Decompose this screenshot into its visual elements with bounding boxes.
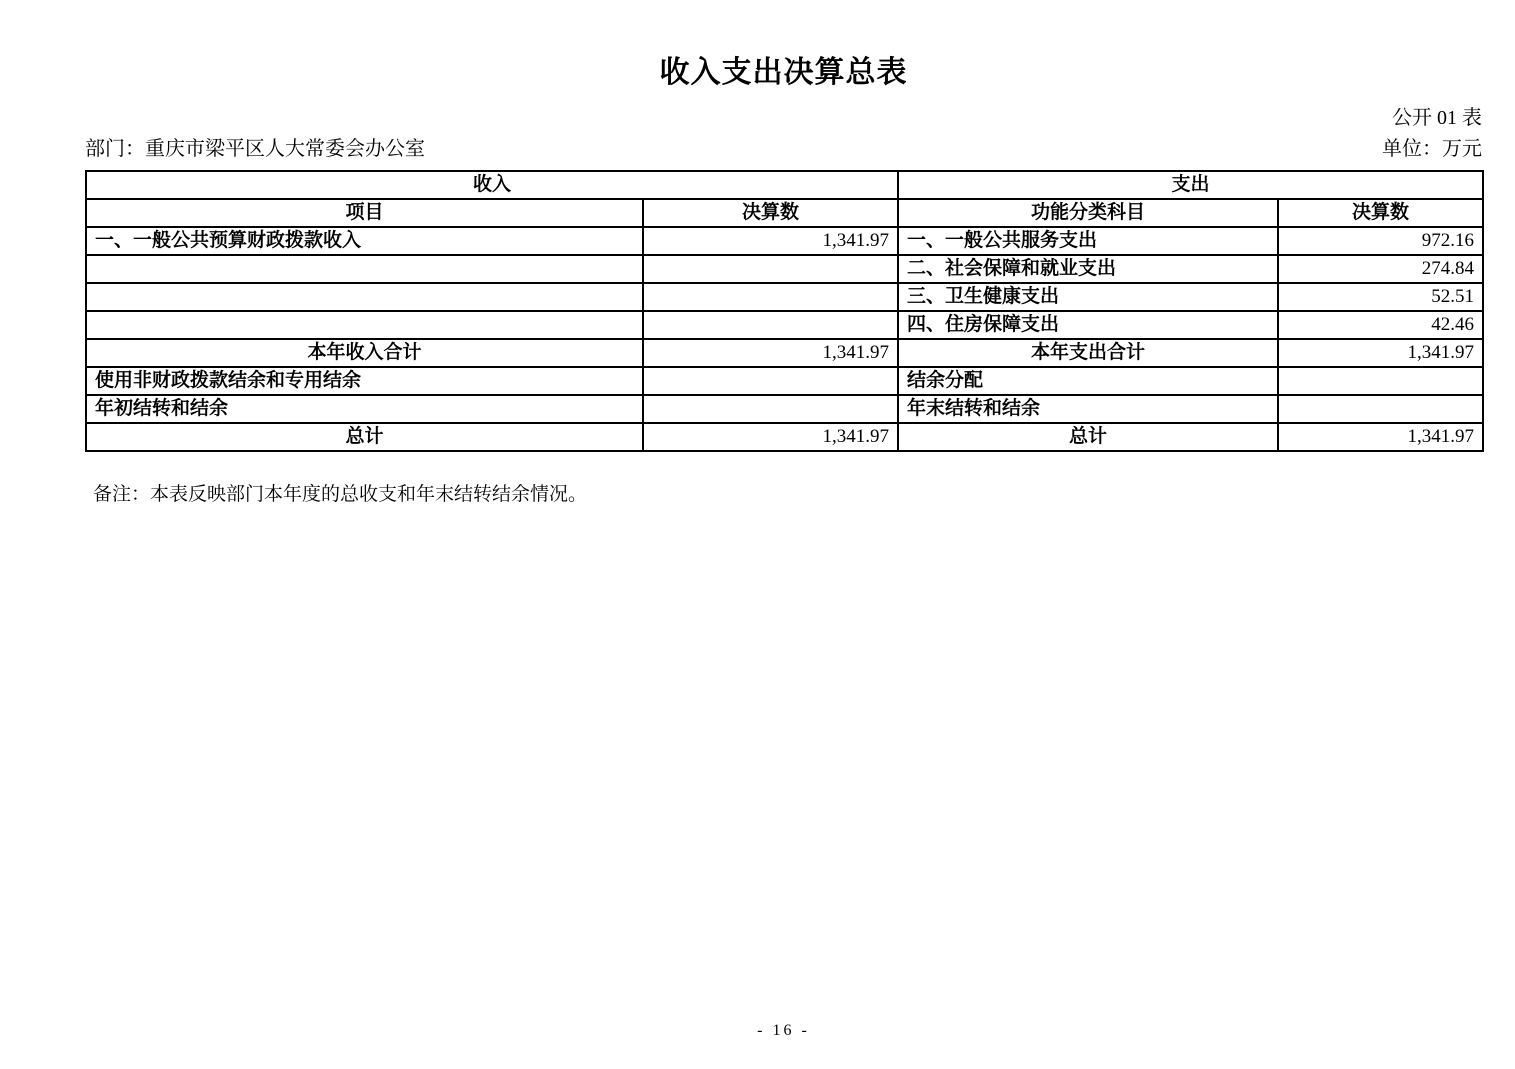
expense-item-cell: 总计 <box>898 423 1278 451</box>
expense-amount-cell <box>1278 395 1483 423</box>
expense-item-cell: 结余分配 <box>898 367 1278 395</box>
income-section-header: 收入 <box>86 171 898 199</box>
column-header-expense-amount: 决算数 <box>1278 199 1483 227</box>
page-title: 收入支出决算总表 <box>659 56 908 89</box>
income-item-cell: 使用非财政拨款结余和专用结余 <box>86 367 643 395</box>
table-row <box>86 311 1483 339</box>
total-row <box>86 423 1483 451</box>
expense-amount-cell <box>1278 367 1483 395</box>
column-header-income-item: 项目 <box>86 199 643 227</box>
income-item-cell: 本年收入合计 <box>86 339 643 367</box>
table-row <box>86 227 1483 255</box>
table-row <box>86 255 1483 283</box>
expense-item-cell: 四、住房保障支出 <box>898 311 1278 339</box>
expense-amount-cell: 52.51 <box>1278 283 1483 311</box>
column-header-row <box>86 199 1483 227</box>
expense-amount-cell: 1,341.97 <box>1278 423 1483 451</box>
income-amount-cell <box>643 255 898 283</box>
income-amount-cell: 1,341.97 <box>643 423 898 451</box>
final-accounts-summary-table <box>85 170 1484 452</box>
table-row <box>86 367 1483 395</box>
section-header-row <box>86 171 1483 199</box>
expense-section-header: 支出 <box>898 171 1483 199</box>
expense-amount-cell: 274.84 <box>1278 255 1483 283</box>
income-item-cell <box>86 255 643 283</box>
subtotal-row <box>86 339 1483 367</box>
page-number: - 16 - <box>757 1022 810 1039</box>
income-item-cell: 总计 <box>86 423 643 451</box>
income-item-cell <box>86 311 643 339</box>
expense-amount-cell: 42.46 <box>1278 311 1483 339</box>
expense-item-cell: 年末结转和结余 <box>898 395 1278 423</box>
table-row <box>86 283 1483 311</box>
note-text: 备注：本表反映部门本年度的总收支和年末结转结余情况。 <box>93 484 588 505</box>
table-row <box>86 395 1483 423</box>
income-item-cell: 一、一般公共预算财政拨款收入 <box>86 227 643 255</box>
income-amount-cell <box>643 311 898 339</box>
column-header-expense-item: 功能分类科目 <box>898 199 1278 227</box>
column-header-income-amount: 决算数 <box>643 199 898 227</box>
expense-item-cell: 三、卫生健康支出 <box>898 283 1278 311</box>
table-code: 公开 01 表 <box>1392 107 1482 129</box>
expense-amount-cell: 1,341.97 <box>1278 339 1483 367</box>
expense-item-cell: 一、一般公共服务支出 <box>898 227 1278 255</box>
income-amount-cell: 1,341.97 <box>643 227 898 255</box>
department-label: 部门：重庆市梁平区人大常委会办公室 <box>85 138 425 160</box>
income-item-cell: 年初结转和结余 <box>86 395 643 423</box>
income-amount-cell: 1,341.97 <box>643 339 898 367</box>
income-amount-cell <box>643 283 898 311</box>
expense-amount-cell: 972.16 <box>1278 227 1483 255</box>
income-amount-cell <box>643 395 898 423</box>
income-item-cell <box>86 283 643 311</box>
income-amount-cell <box>643 367 898 395</box>
expense-item-cell: 本年支出合计 <box>898 339 1278 367</box>
unit-label: 单位：万元 <box>1382 138 1482 160</box>
document-page <box>85 0 1482 506</box>
expense-item-cell: 二、社会保障和就业支出 <box>898 255 1278 283</box>
meta-line <box>85 137 1482 161</box>
